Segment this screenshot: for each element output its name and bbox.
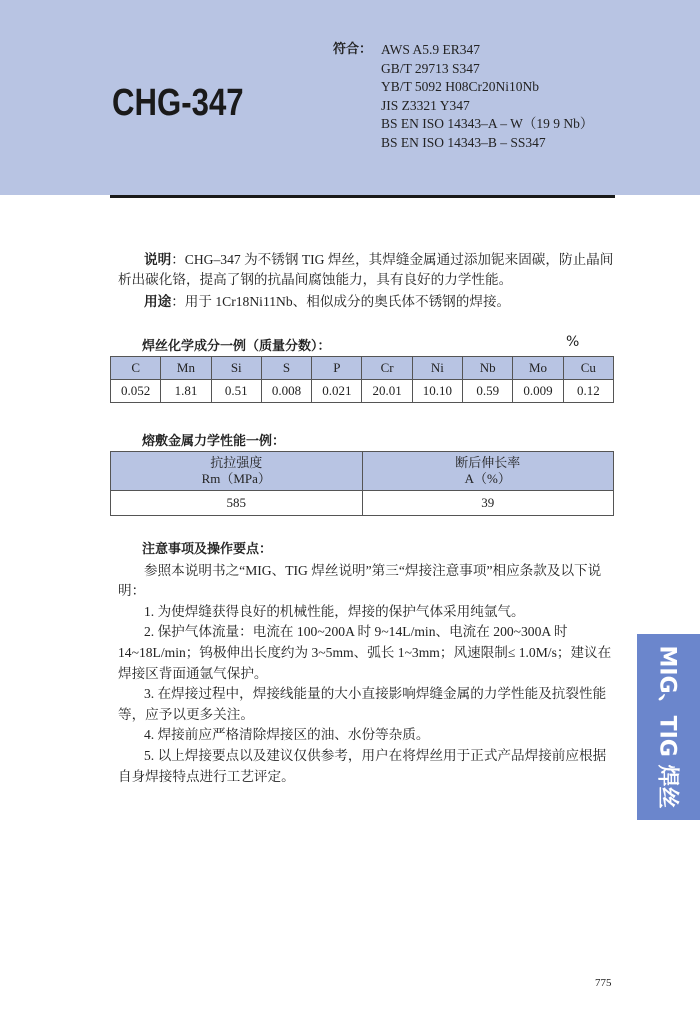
usage-paragraph: [118, 292, 618, 312]
standard-item: GB/T 29713 S347: [381, 60, 480, 76]
standard-item: AWS A5.9 ER347: [381, 42, 481, 57]
standard-item: BS EN ISO 14343–B – SS347: [381, 135, 546, 150]
note-item: 5. 以上焊接要点以及建议仅供参考，用户在将焊丝用于正式产品焊接前应根据自身焊接特点进行工艺评定。: [118, 747, 607, 784]
element-header: S: [261, 357, 311, 380]
mechanical-table: [110, 451, 614, 516]
element-value: 20.01: [362, 380, 412, 403]
element-header: Cr: [362, 357, 412, 380]
description-label: 说明: [144, 252, 172, 268]
table-row: [111, 380, 614, 403]
tensile-header: [111, 452, 363, 491]
conform-label: 符合：: [333, 42, 373, 57]
usage-label: 用途: [144, 294, 172, 310]
mechanical-title: 熔敷金属力学性能一例：: [142, 434, 286, 449]
element-header: C: [111, 357, 161, 380]
element-value: 10.10: [412, 380, 462, 403]
element-value: 0.12: [563, 380, 613, 403]
element-header: Mo: [513, 357, 563, 380]
notes-intro: 参照本说明书之“MIG、TIG 焊丝说明”第三“焊接注意事项”相应条款及以下说明：: [118, 562, 602, 599]
element-value: 0.59: [463, 380, 513, 403]
standard-item: JIS Z3321 Y347: [381, 97, 470, 113]
element-value: 0.021: [312, 380, 362, 403]
elongation-header: [362, 452, 614, 491]
elongation-unit: A（%）: [464, 471, 511, 486]
description-paragraph: [118, 250, 618, 290]
element-value: 0.009: [513, 380, 563, 403]
element-value: 0.51: [211, 380, 261, 403]
element-header: Cu: [563, 357, 613, 380]
header-band: [0, 0, 700, 195]
table-header-row: [111, 452, 614, 491]
description-text: ：CHG–347 为不锈钢 TIG 焊丝，其焊缝金属通过添加铌来固碳，防止晶间析出碳化铬，提高了钢的抗晶间腐蚀能力，具有良好的力学性能。: [118, 252, 614, 287]
chemistry-table: [110, 356, 614, 403]
element-value: 1.81: [161, 380, 211, 403]
notes-section: [118, 540, 618, 787]
tensile-unit: Rm（MPa）: [201, 471, 271, 486]
section-side-tab: [637, 634, 700, 820]
note-item: 2. 保护气体流量：电流在 100~200A 时 9~14L/min、电流在 200~300A 时 14~18L/min；钨极伸出长度约为 3~5mm、弧长 1~3mm；风速限制≤ 1.0M/s；建议在焊接区背面通氩气保护。: [118, 624, 612, 681]
note-item: 4. 焊接前应严格清除焊接区的油、水份等杂质。: [144, 727, 430, 743]
standard-item: BS EN ISO 14343–A – W（19 9 Nb）: [381, 116, 594, 132]
page-number: 775: [595, 977, 612, 989]
notes-title: 注意事项及操作要点：: [142, 542, 273, 557]
usage-text: ：用于 1Cr18Ni11Nb、相似成分的奥氏体不锈钢的焊接。: [171, 294, 511, 309]
tensile-name: 抗拉强度: [210, 455, 263, 470]
note-item: 3. 在焊接过程中，焊接线能量的大小直接影响焊缝金属的力学性能及抗裂性能等，应予以更多关注。: [118, 686, 607, 722]
element-header: Nb: [463, 357, 513, 380]
elongation-name: 断后伸长率: [455, 455, 521, 470]
elongation-value: 39: [362, 491, 614, 516]
element-header: Mn: [161, 357, 211, 380]
element-value: 0.008: [261, 380, 311, 403]
table-header-row: [111, 357, 614, 380]
side-tab-label: MIG、TIG 焊丝: [654, 645, 679, 809]
note-item: 1. 为使焊缝获得良好的机械性能，焊接的保护气体采用纯氩气。: [144, 603, 525, 619]
chemistry-title: 焊丝化学成分一例（质量分数）：: [142, 339, 331, 354]
element-header: P: [312, 357, 362, 380]
percent-unit: %: [566, 334, 580, 350]
header-divider: [110, 195, 615, 198]
tensile-value: 585: [111, 491, 363, 516]
standard-item: YB/T 5092 H08Cr20Ni10Nb: [381, 79, 540, 95]
element-header: Si: [211, 357, 261, 380]
element-value: 0.052: [111, 380, 161, 403]
element-header: Ni: [412, 357, 462, 380]
table-row: [111, 491, 614, 516]
product-model-title: CHG-347: [112, 82, 244, 124]
